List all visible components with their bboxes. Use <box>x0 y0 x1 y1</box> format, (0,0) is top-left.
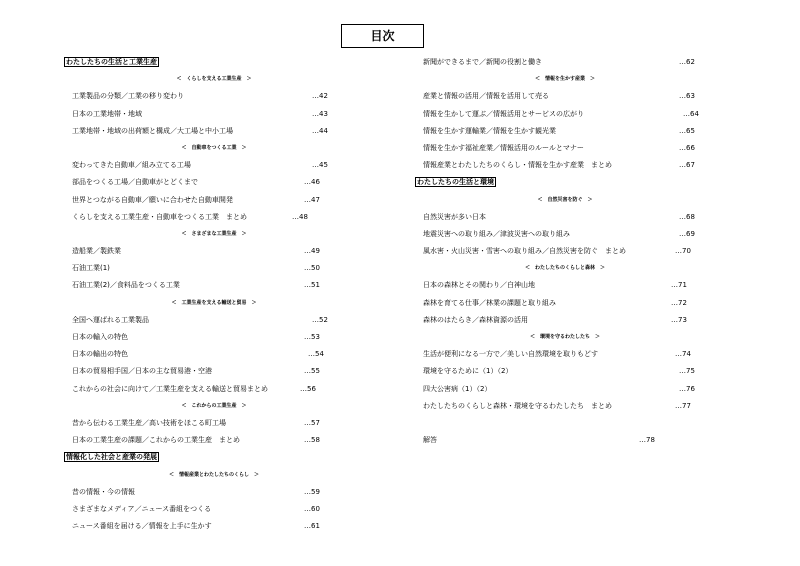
toc-entry-page: …53 <box>304 333 320 341</box>
toc-entry-title: 新聞ができるまで／新聞の役割と働き <box>423 58 542 66</box>
toc-entry-title: 情報を生かす福祉産業／情報活用のルールとマナー <box>423 143 584 152</box>
toc-entry <box>64 415 364 432</box>
toc-entry-title: 自然災害が多い日本 <box>423 212 486 221</box>
toc-entry-page: …51 <box>304 281 320 290</box>
toc-entry <box>415 209 715 226</box>
toc-right-column <box>415 54 715 449</box>
toc-entry-page: …60 <box>304 504 320 513</box>
subsection-heading: ＜ 工業生産を支える輸送と貿易 ＞ <box>171 299 257 306</box>
toc-entry <box>415 295 715 312</box>
toc-entry <box>415 106 715 123</box>
toc-entry-page: …64 <box>683 109 699 118</box>
toc-entry <box>64 312 364 329</box>
section-heading-text: わたしたちの生活と環境 <box>417 178 494 187</box>
toc-entry-title: 日本の輸入の特色 <box>72 333 128 341</box>
subsection-heading: ＜ 情報産業とわたしたちのくらし ＞ <box>168 471 259 478</box>
toc-entry-title: 地震災害への取り組み／津波災害への取り組み <box>423 229 570 238</box>
toc-entry <box>64 174 364 191</box>
toc-entry-page: …65 <box>679 126 695 135</box>
subsection-heading: ＜ さまざまな工業生産 ＞ <box>181 230 247 237</box>
toc-entry-title: 工業製品の分類／工業の移り変わり <box>72 92 184 101</box>
section-heading-text: わたしたちの生活と工業生産 <box>66 58 157 66</box>
toc-entry-title: 情報を生かして運ぶ／情報活用とサービスの広がり <box>423 109 584 118</box>
toc-entry <box>64 484 364 501</box>
toc-entry-title: 工業地帯・地域の出荷額と構成／大工場と中小工場 <box>72 126 233 135</box>
toc-entry <box>415 277 715 294</box>
toc-entry <box>64 277 364 294</box>
toc-entry <box>415 157 715 174</box>
toc-entry-title: 日本の輸出の特色 <box>72 350 128 359</box>
toc-entry-page: …71 <box>671 281 687 290</box>
toc-entry-title: 解答 <box>423 436 437 445</box>
toc-entry <box>415 432 715 449</box>
toc-entry-title: 環境を守るために（1）（2） <box>423 367 513 376</box>
toc-entry <box>415 123 715 140</box>
toc-entry-title: 風水害・火山災害・雪害への取り組み／自然災害を防ぐ まとめ <box>423 247 626 256</box>
toc-entry-page: …68 <box>679 212 695 221</box>
toc-entry <box>415 88 715 105</box>
toc-title: 目次 <box>341 24 424 48</box>
subsection-heading: ＜ くらしを支える工業生産 ＞ <box>176 76 252 83</box>
toc-entry <box>415 363 715 380</box>
toc-entry-title: 変わってきた自動車／組み立てる工場 <box>72 161 191 170</box>
toc-entry-title: 日本の工業地帯・地域 <box>72 109 142 118</box>
toc-left-column <box>64 54 364 535</box>
section-heading <box>64 449 364 466</box>
toc-entry <box>64 346 364 363</box>
toc-entry-page: …61 <box>304 522 320 531</box>
toc-entry-page: …43 <box>312 109 328 118</box>
toc-entry-page: …78 <box>639 436 655 445</box>
toc-entry-title: 全国へ運ばれる工業製品 <box>72 315 149 324</box>
toc-entry-title: 森林を育てる仕事／林業の課題と取り組み <box>423 298 556 307</box>
toc-entry <box>64 432 364 449</box>
toc-entry-page: …57 <box>304 418 320 427</box>
subsection-heading: ＜ わたしたちのくらしと森林 ＞ <box>524 265 605 272</box>
toc-entry-title: 情報産業とわたしたちのくらし・情報を生かす産業 まとめ <box>423 161 612 170</box>
toc-entry-page: …52 <box>312 315 328 324</box>
subsection-heading: ＜ 情報を生かす産業 ＞ <box>534 76 595 83</box>
subsection-heading: ＜ 環境を守るわたしたち ＞ <box>529 334 600 340</box>
section-heading <box>64 54 364 71</box>
toc-entry-page: …47 <box>304 195 320 204</box>
toc-entry-title: ニュース番組を届ける／情報を上手に生かす <box>72 522 212 531</box>
toc-entry-page: …49 <box>304 247 320 256</box>
toc-entry <box>415 226 715 243</box>
toc-entry-title: 石油工業(1) <box>72 264 110 273</box>
toc-entry <box>64 106 364 123</box>
toc-entry <box>64 260 364 277</box>
toc-entry <box>64 243 364 260</box>
toc-entry-title: 日本の森林とその関わり／白神山地 <box>423 281 535 290</box>
toc-entry-page: …66 <box>679 143 695 152</box>
toc-entry <box>64 123 364 140</box>
subsection-heading: ＜ これからの工業生産 ＞ <box>181 402 247 409</box>
toc-entry-page: …58 <box>304 436 320 445</box>
toc-entry-title: 産業と情報の活用／情報を活用して売る <box>423 92 549 101</box>
toc-entry <box>415 312 715 329</box>
toc-entry-page: …56 <box>300 384 316 393</box>
toc-entry <box>415 381 715 398</box>
toc-entry <box>415 140 715 157</box>
toc-entry-page: …73 <box>671 315 687 324</box>
toc-entry-title: くらしを支える工業生産・自動車をつくる工業 まとめ <box>72 212 247 221</box>
toc-entry-page: …42 <box>312 92 328 101</box>
toc-entry-title: 石油工業(2)／食料品をつくる工業 <box>72 281 180 290</box>
toc-entry-page: …45 <box>312 161 328 170</box>
toc-entry-title: 世界とつながる自動車／願いに合わせた自動車開発 <box>72 195 233 204</box>
toc-entry-title: 日本の工業生産の課題／これからの工業生産 まとめ <box>72 436 240 445</box>
toc-entry <box>415 398 715 415</box>
section-heading <box>415 174 715 191</box>
toc-entry <box>64 363 364 380</box>
toc-entry-page: …67 <box>679 161 695 170</box>
toc-entry-page: …72 <box>671 298 687 307</box>
toc-entry <box>64 157 364 174</box>
toc-entry <box>64 518 364 535</box>
toc-entry <box>64 88 364 105</box>
toc-entry-title: 日本の貿易相手国／日本の主な貿易港・空港 <box>72 367 212 376</box>
subsection-heading: ＜ 自然災害を防ぐ ＞ <box>537 196 593 203</box>
toc-entry <box>64 329 364 346</box>
toc-entry-title: 昔の情報・今の情報 <box>72 487 135 496</box>
toc-entry-page: …48 <box>292 212 308 221</box>
toc-entry-title: 生活が便利になる一方で／美しい自然環境を取りもどす <box>423 350 598 359</box>
toc-entry-title: さまざまなメディア／ニュース番組をつくる <box>72 504 212 513</box>
toc-entry-page: …62 <box>679 58 695 66</box>
toc-entry <box>415 346 715 363</box>
toc-entry-title: わたしたちのくらしと森林・環境を守るわたしたち まとめ <box>423 401 612 410</box>
subsection-heading: ＜ 自動車をつくる工業 ＞ <box>181 144 247 151</box>
toc-entry-page: …55 <box>304 367 320 376</box>
spacer <box>415 415 715 432</box>
toc-entry-title: 森林のはたらき／森林資源の活用 <box>423 315 528 324</box>
toc-entry-page: …50 <box>304 264 320 273</box>
toc-entry-page: …46 <box>304 178 320 187</box>
toc-entry <box>415 54 715 71</box>
toc-entry-title: 造船業／製鉄業 <box>72 247 121 256</box>
toc-entry-title: 情報を生かす運輸業／情報を生かす観光業 <box>423 126 556 135</box>
toc-entry <box>64 501 364 518</box>
toc-entry <box>64 209 364 226</box>
toc-entry <box>64 192 364 209</box>
toc-entry-page: …69 <box>679 229 695 238</box>
toc-entry <box>64 381 364 398</box>
toc-entry-page: …74 <box>675 350 691 359</box>
toc-entry-page: …44 <box>312 126 328 135</box>
toc-entry-page: …70 <box>675 247 691 256</box>
section-heading-text: 情報化した社会と産業の発展 <box>66 453 157 462</box>
toc-entry-page: …77 <box>675 401 691 410</box>
toc-entry-page: …63 <box>679 92 695 101</box>
toc-entry-title: 四大公害病（1）（2） <box>423 384 492 393</box>
toc-entry-title: これからの社会に向けて／工業生産を支える輸送と貿易まとめ <box>72 384 268 393</box>
toc-entry-page: …75 <box>679 367 695 376</box>
toc-entry-page: …76 <box>679 384 695 393</box>
toc-entry-title: 昔から伝わる工業生産／高い技術をほこる町工場 <box>72 418 226 427</box>
toc-entry-page: …54 <box>308 350 324 359</box>
toc-entry-page: …59 <box>304 487 320 496</box>
toc-entry <box>415 243 715 260</box>
toc-entry-title: 部品をつくる工場／自動車がとどくまで <box>72 178 198 187</box>
